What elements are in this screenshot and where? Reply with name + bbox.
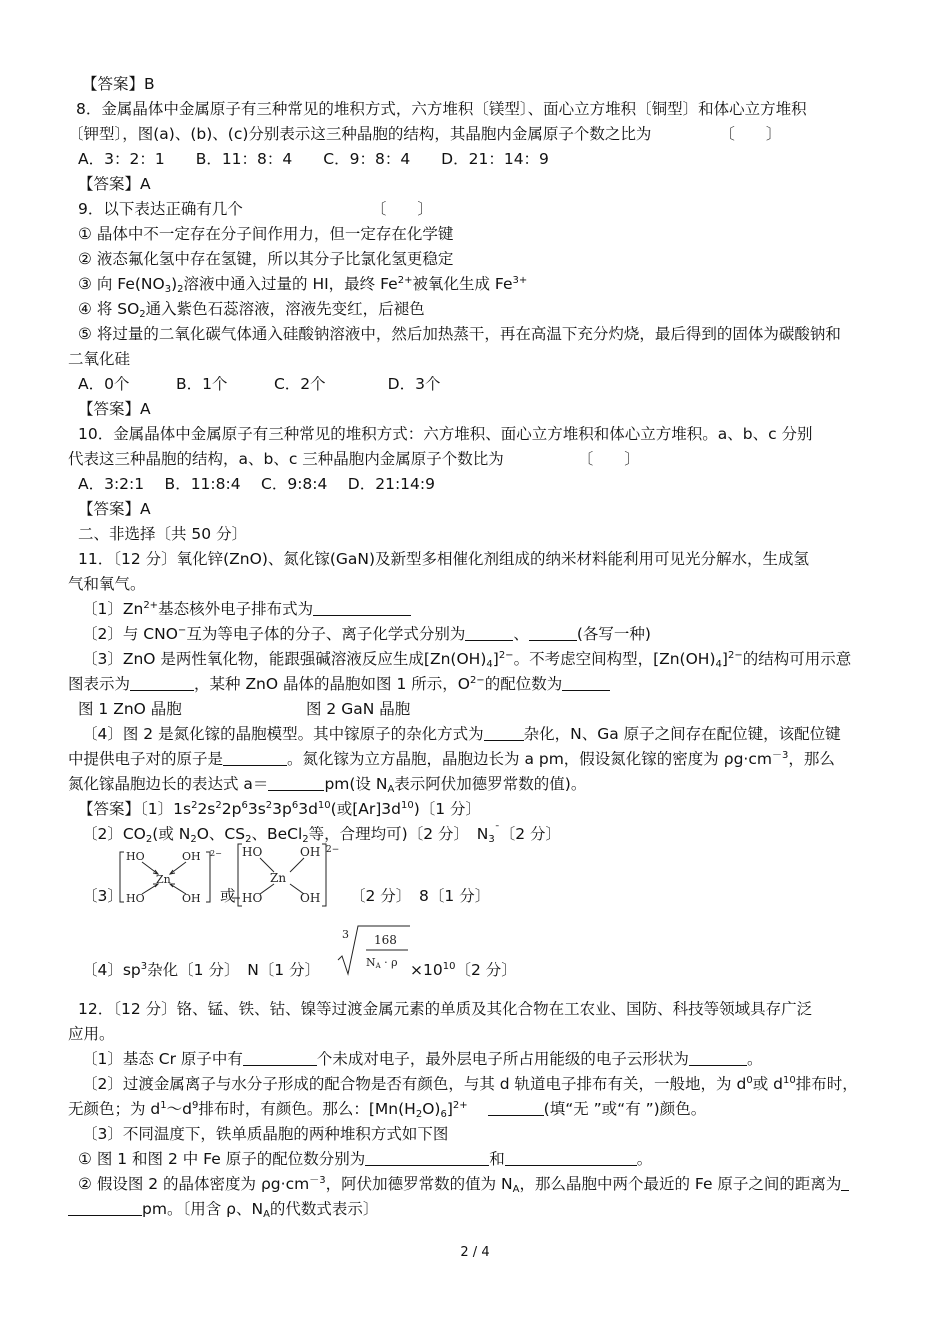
question-11-part-1: 〔1〕$Zn^{2+}$基态核外电子排布式为 (82, 599, 411, 619)
page-number: 2 / 4 (460, 1245, 490, 1260)
figure-caption-2: 图 2 GaN 晶胞 (306, 700, 411, 718)
denominator: NA · ρ (366, 956, 398, 970)
zn-oh4-structure-lines (234, 838, 346, 910)
ho-label: HO (242, 891, 263, 905)
oh-label: OH (300, 845, 321, 859)
question-12-part-2-cont: 无颜色；为 $d^1$〜$d^9$排布时，有颜色。那么：$[Mn(H_2O)_6]^{2+}$ (填“无 ”或“有 ”)颜色。 (68, 1100, 707, 1120)
question-9: 9．以下表达正确有几个 〔 〕 (78, 200, 433, 218)
question-11-part-3-cont: 图表示为 ，某种 ZnO 晶体的晶胞如图 1 所示，$O^{2-}$的配位数为 (68, 674, 610, 694)
question-8-line-1: 8．金属晶体中金属原子有三种常见的堆积方式，六方堆积〔镁型〕、面心立方堆积〔铜型〕和体心立方堆积 (76, 100, 807, 118)
oh-label: OH (182, 850, 201, 863)
answer-10: 【答案】A (78, 500, 151, 518)
answer-8: 【答案】A (78, 175, 151, 193)
answer-11-part-3-score: 〔2 分〕 8〔1 分〕 (350, 887, 491, 905)
section-2-heading: 二、非选择〔共 50 分〕 (78, 525, 248, 543)
question-9-item-1: ① 晶体中不一定存在分子间作用力，但一定存在化学键 (78, 225, 454, 243)
question-11-part-2: 〔2〕与 CNO−互为等电子体的分子、离子化学式分别为 、 (各写一种) (82, 625, 651, 643)
answer-11-part-4: 〔4〕$sp^3$杂化〔1 分〕 N〔1 分〕 (82, 961, 321, 979)
question-12-part-2: 〔2〕过渡金属离子与水分子形成的配合物是否有颜色，与其 d 轨道电子排布有关，一般地，为 $d^0$或 $d^{10}$排布时， (82, 1075, 858, 1093)
answer-11-or: 或 (220, 887, 236, 905)
question-12-line-2: 应用。 (68, 1025, 115, 1043)
cube-root-formula (336, 920, 414, 980)
question-8-options: A．3：2：1 B．11：8：4 C．9：8：4 D．21：14：9 (78, 150, 549, 168)
question-11-part-4-cont: 中提供电子对的原子是 。氮化镓为立方晶胞，晶胞边长为 a pm，假设氮化镓的密度为 $\rho g\cdot cm^{-3}$，那么 (68, 750, 835, 768)
question-10-line-1: 10．金属晶体中金属原子有三种常见的堆积方式：六方堆积、面心立方堆积和体心立方堆积。a、b、c 分别 (78, 425, 813, 443)
answer-11-part-4-tail: $\times 10^{10}$〔2 分〕 (410, 961, 517, 979)
figure-caption-1: 图 1 ZnO 晶胞 (78, 700, 182, 718)
question-11-line-1: 11．〔12 分〕氧化锌(ZnO)、氮化镓(GaN)及新型多相催化剂组成的纳米材料能利用可见光分解水，生成氢 (78, 550, 810, 568)
question-12-part-3: 〔3〕不同温度下，铁单质晶胞的两种堆积方式如下图 (82, 1125, 449, 1143)
question-9-item-3: ③ 向 $Fe(NO_3)_2$溶液中通入过量的 HI，最终 $Fe^{2+}$被氧化生成 $Fe^{3+}$ (78, 275, 528, 295)
question-11-part-4-formula: 氮化镓晶胞边长的表达式 a＝ pm(设 $N_A$表示阿伏加德罗常数的值)。 (68, 775, 587, 795)
oh-label: OH (182, 892, 201, 905)
answer-11-part-2: 〔2〕$CO_2$(或 $N_2O$、$CS_2$、BeCl$_2$等，合理均可)〔2 分〕 $N_3^¯$〔2 分〕 (82, 825, 562, 845)
ho-label: HO (126, 850, 145, 863)
answer-9: 【答案】A (78, 400, 151, 418)
question-9-item-2: ② 液态氟化氢中存在氢键，所以其分子比氯化氢更稳定 (78, 250, 454, 268)
zn-oh4-structure-arrows (118, 846, 222, 908)
question-12-part-1: 〔1〕基态 Cr 原子中有 个未成对电子，最外层电子所占用能级的电子云形状为 。 (82, 1050, 763, 1068)
answer-11-part-1: 【答案】〔1〕$1s^22s^22p^63s^23p^63d^{10}$(或$[Ar]3d^{10}$)〔1 分〕 (78, 800, 482, 818)
question-12-part-3-1: ① 图 1 和图 2 中 Fe 原子的配位数分别为 和 。 (78, 1150, 653, 1168)
question-11-line-2: 气和氧气。 (68, 575, 146, 593)
ho-label: HO (126, 892, 145, 905)
question-8-line-2: 〔钾型〕，图(a)、(b)、(c)分别表示这三种晶胞的结构，其晶胞内金属原子个数之比为 〔 〕 (68, 125, 782, 143)
question-10-options: A．3:2:1 B．11:8:4 C．9:8:4 D．21:14:9 (78, 475, 435, 493)
question-10-line-2: 代表这三种晶胞的结构，a、b、c 三种晶胞内金属原子个数比为 〔 〕 (68, 450, 640, 468)
charge-label: 2− (326, 845, 340, 855)
answer-11-part-3-label: 〔3〕 (82, 887, 123, 905)
question-9-item-5: ⑤ 将过量的二氧化碳气体通入硅酸钠溶液中，然后加热蒸干，再在高温下充分灼烧，最后得到的固体为碳酸钠和 (78, 325, 841, 343)
question-9-item-4: ④ 将 $SO_2$通入紫色石蕊溶液，溶液先变红，后褪色 (78, 300, 425, 320)
question-9-item-5-cont: 二氧化硅 (68, 350, 131, 368)
question-9-options: A．0个 B．1个 C．2个 D．3个 (78, 375, 441, 393)
question-12-part-3-2-cont: pm。〔用含 ρ、$N_A$的代数式表示〕 (68, 1199, 378, 1219)
question-12-part-3-2: ② 假设图 2 的晶体密度为 $\rho g\cdot cm^{-3}$，阿伏加德罗常数的值为 $N_A$，那么晶胞中两个最近的 Fe 原子之间的距离为 (78, 1174, 849, 1194)
zn-label: Zn (270, 871, 287, 885)
numerator: 168 (374, 933, 397, 947)
question-12-line-1: 12．〔12 分〕铬、锰、铁、钴、镍等过渡金属元素的单质及其化合物在工农业、国防、科技等领域具存广泛 (78, 1000, 813, 1018)
oh-label: OH (300, 891, 321, 905)
root-index: 3 (342, 928, 349, 941)
question-11-part-4: 〔4〕图 2 是氮化镓的晶胞模型。其中镓原子的杂化方式为 杂化，N、Ga 原子之间存在配位键，该配位键 (82, 725, 841, 743)
zn-label: Zn (156, 873, 171, 886)
charge-label: 2− (210, 849, 222, 858)
question-11-part-3: 〔3〕ZnO 是两性氧化物，能跟强碱溶液反应生成$[Zn(OH)_4]^{2-}$。不考虑空间构型，$[Zn(OH)_4]^{2-}$的结构可用示意 (82, 650, 852, 670)
ho-label: HO (242, 845, 263, 859)
answer-7: 【答案】B (82, 75, 155, 93)
